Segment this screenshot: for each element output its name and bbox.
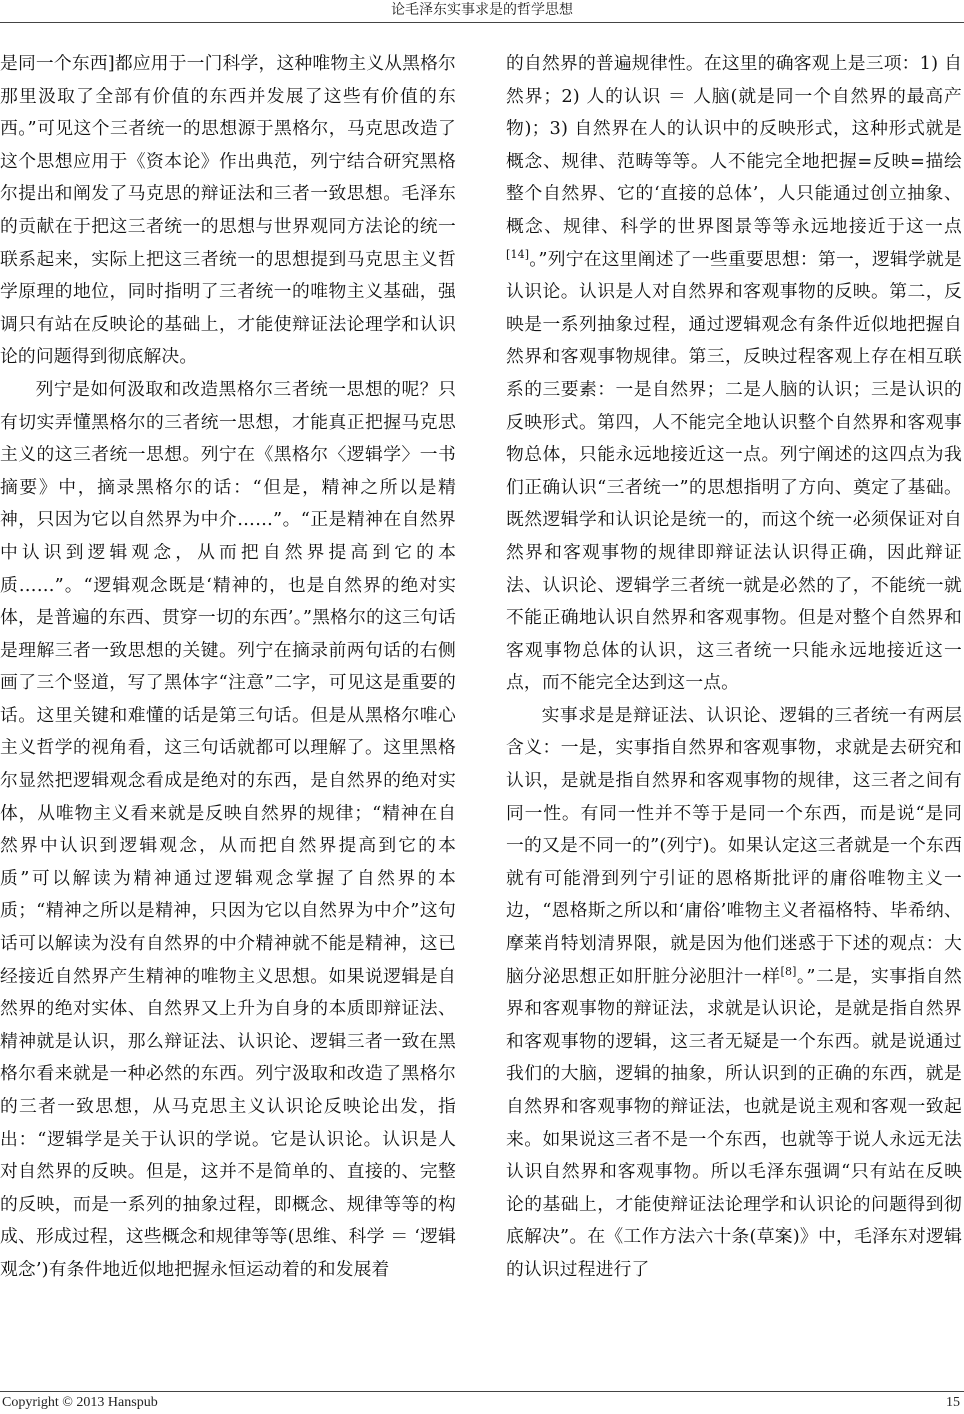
left-paragraph-1: 是同一个东西]都应用于一门科学，这种唯物主义从黑格尔那里汲取了全部有价值的东西并发展了这些有价值的东西。”可见这个三者统一的思想源于黑格尔，马克思改造了这个思想应用于《资本论》作出典范，列宁结合研究黑格尔提出和阐发了马克思的辩证法和三者一致思想。毛泽东的贡献在于把这三者统一的思想与世界观同方法论的统一联系起来，实际上把这三者统一的思想提到马克思主义哲学原理的地位，同时指明了三者统一的唯物主义基础，强调只有站在反映论的基础上，才能使辩证法论理学和认识论的问题得到彻底解决。 (0, 53, 456, 368)
right-paragraph-2-text-b: 。”二是，实事指自然界和客观事物的辩证法，求就是认识论，是就是指自然界和客观事物的逻辑，这三者无疑是一个东西。就是说通过我们的大脑，逻辑的抽象，所认识到的正确的东西，就是自然界和客观事物的辩证法，也就是说主观和客观一致起来。如果说这三者不是一个东西，也就等于说人永远无法认识自然界和客观事物。所以毛泽东强调“只有站在反映论的基础上，才能使辩证法论理学和认识论的问题得到彻底解决”。在《工作方法六十条(草案)》中，毛泽东对逻辑的认识过程进行了 (506, 965, 962, 1280)
header-rule (0, 22, 964, 23)
left-column (0, 48, 456, 1368)
right-paragraph-2 (506, 700, 962, 1287)
right-paragraph-1 (506, 48, 962, 700)
right-column (506, 48, 962, 1368)
footer-rule (0, 1391, 964, 1392)
right-paragraph-1-text-a: 的自然界的普遍规律性。在这里的确客观上是三项：1) 自然界；2) 人的认识 ＝ 人脑(就是同一个自然界的最高产物)；3) 自然界在人的认识中的反映形式，这种形式就是概念、规律、范畴等等。人不能完全地把握=反映=描绘整个自然界、它的‘直接的总体’，人只能通过创立抽象、概念、规律、科学的世界图景等等永远地接近于这一点 (506, 53, 962, 237)
running-header: 论毛泽东实事求是的哲学思想 (391, 2, 573, 18)
copyright-notice: Copyright © 2013 Hanspub (2, 1395, 158, 1410)
right-paragraph-2-text-a: 实事求是是辩证法、认识论、逻辑的三者统一有两层含义：一是，实事指自然界和客观事物，求就是去研究和认识，是就是指自然界和客观事物的规律，这三者之间有同一性。有同一性并不等于是同一个东西，而是说“是同一的又是不同一的”(列宁)。如果认定这三者就是一个东西就有可能滑到列宁引证的恩格斯批评的庸俗唯物主义一边，“恩格斯之所以和‘庸俗’唯物主义者福格特、毕希纳、摩莱肖特划清界限，就是因为他们迷惑于下述的观点：大脑分泌思想正如肝脏分泌胆汁一样 (506, 704, 962, 987)
citation-8: [8] (780, 964, 797, 978)
citation-14: [14] (506, 247, 530, 261)
left-paragraph-2: 列宁是如何汲取和改造黑格尔三者统一思想的呢？只有切实弄懂黑格尔的三者统一思想，才能真正把握马克思主义的这三者统一思想。列宁在《黑格尔〈逻辑学〉一书摘要》中，摘录黑格尔的话：“但是，精神之所以是精神，只因为它以自然界为中介……”。“正是精神在自然界中认识到逻辑观念，从而把自然界提高到它的本质……”。“逻辑观念既是‘精神的，也是自然界的绝对实体，是普遍的东西、贯穿一切的东西’。”黑格尔的这三句话是理解三者一致思想的关键。列宁在摘录前两句话的右侧画了三个竖道，写了黑体字“注意”二字，可见这是重要的话。这里关键和难懂的话是第三句话。但是从黑格尔唯心主义哲学的视角看，这三句话就都可以理解了。这里黑格尔显然把逻辑观念看成是绝对的东西，是自然界的绝对实体，从唯物主义看来就是反映自然界的规律；“精神在自然界中认识到逻辑观念，从而把自然界提高到它的本质”可以解读为精神通过逻辑观念掌握了自然界的本质；“精神之所以是精神，只因为它以自然界为中介”这句话可以解读为没有自然界的中介精神就不能是精神，这已经接近自然界产生精神的唯物主义思想。如果说逻辑是自然界的绝对实体、自然界又上升为自身的本质即辩证法、精神就是认识，那么辩证法、认识论、逻辑三者一致在黑格尔看来就是一种必然的东西。列宁汲取和改造了黑格尔的三者一致思想，从马克思主义认识论反映论出发，指出：“逻辑学是关于认识的学说。它是认识论。认识是人对自然界的反映。但是，这并不是简单的、直接的、完整的反映，而是一系列的抽象过程，即概念、规律等等的构成、形成过程，这些概念和规律等等(思维、科学 ＝ ‘逻辑观念’)有条件地近似地把握永恒运动着的和发展着 (0, 378, 456, 1280)
right-paragraph-1-text-b: 。”列宁在这里阐述了一些重要思想：第一，逻辑学就是认识论。认识是人对自然界和客观事物的反映。第二，反映是一系列抽象过程，通过逻辑观念有条件近似地把握自然界和客观事物规律。第三，反映过程客观上存在相互联系的三要素：一是自然界；二是人脑的认识；三是认识的反映形式。第四，人不能完全地认识整个自然界和客观事物总体，只能永远地接近这一点。列宁阐述的这四点为我们正确认识“三者统一”的思想指明了方向、奠定了基础。既然逻辑学和认识论是统一的，而这个统一必须保证对自然界和客观事物的规律即辩证法认识得正确，因此辩证法、认识论、逻辑学三者统一就是必然的了，不能统一就不能正确地认识自然界和客观事物。但是对整个自然界和客观事物总体的认识，这三者统一只能永远地接近这一点，而不能完全达到这一点。 (506, 248, 962, 694)
page-number: 15 (946, 1395, 960, 1410)
